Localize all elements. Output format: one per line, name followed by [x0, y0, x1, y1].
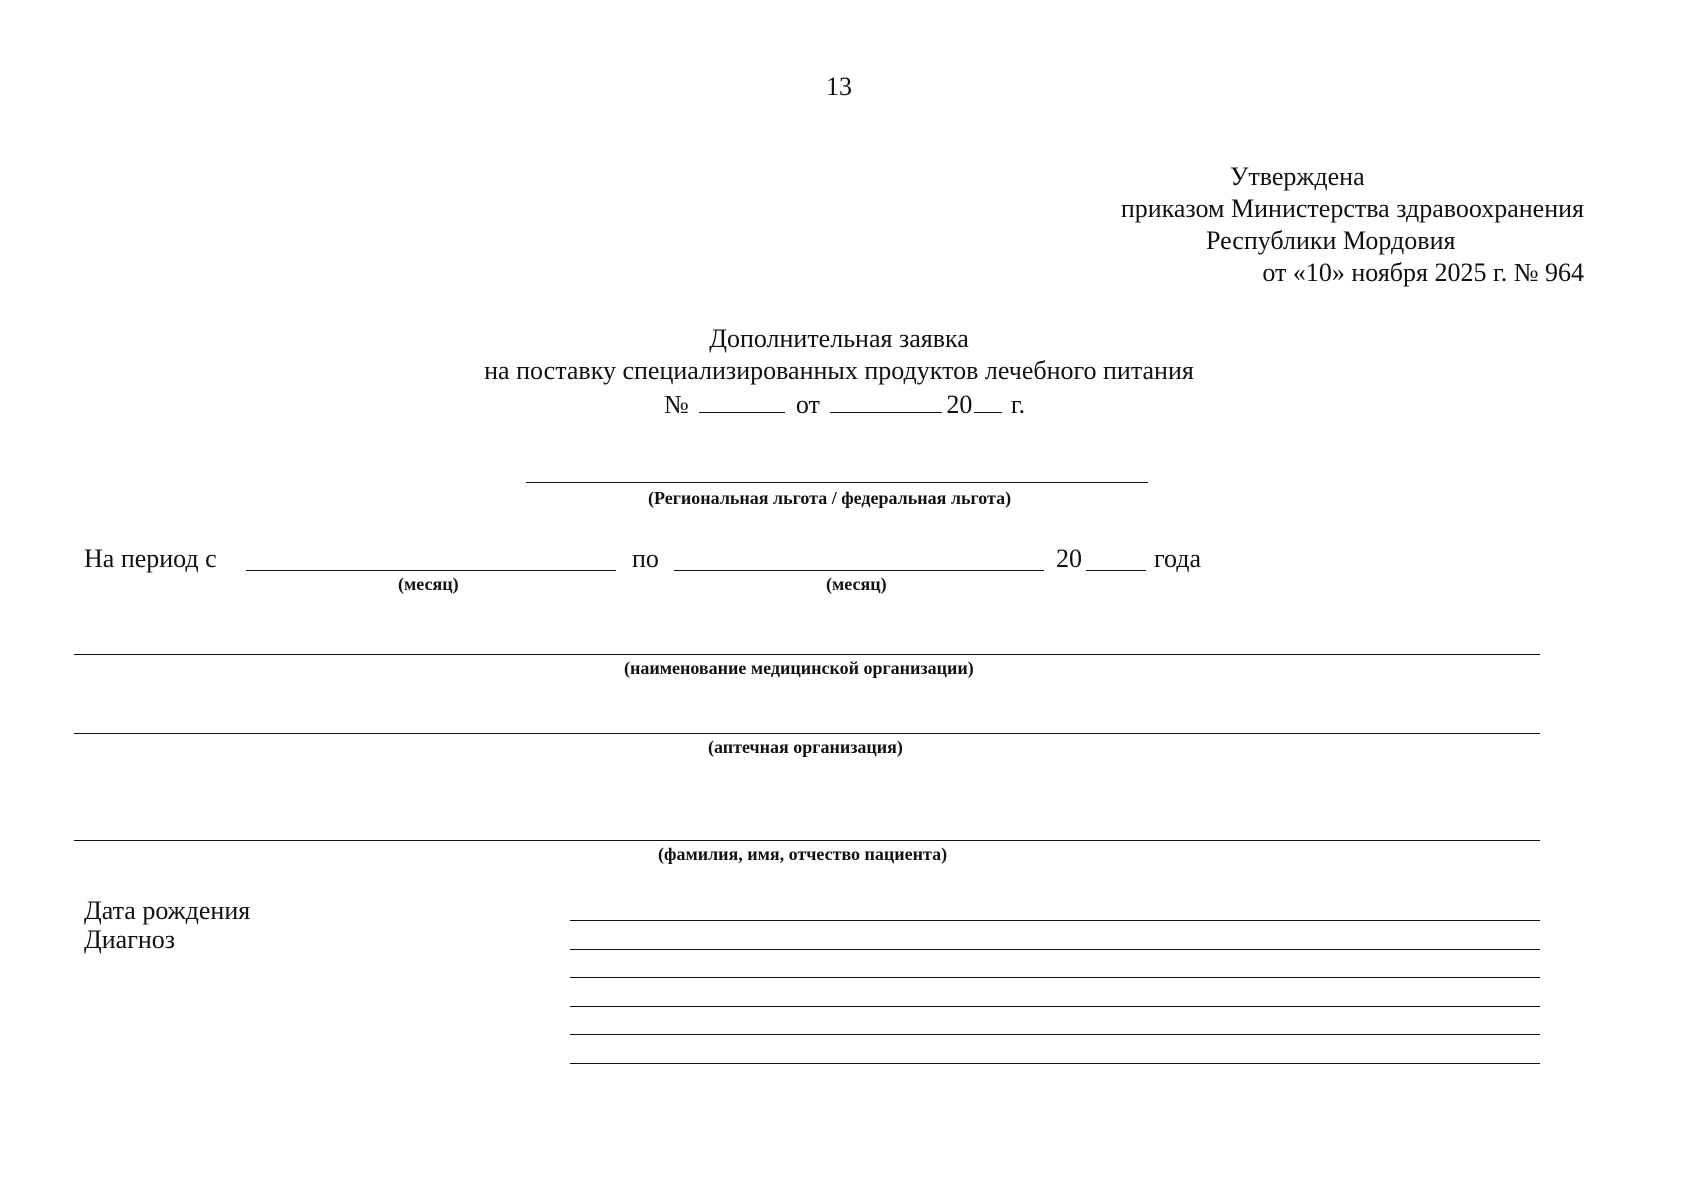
year-blank[interactable] [974, 388, 1002, 413]
pharmacy-org-line[interactable] [74, 733, 1540, 734]
page-number: 13 [826, 72, 852, 101]
month-caption-from: (месяц) [398, 574, 459, 594]
period-year-line[interactable] [1086, 570, 1146, 571]
period-year-prefix: 20 [1056, 544, 1082, 573]
month-caption-to: (месяц) [826, 574, 887, 594]
number-sign: № [664, 390, 689, 419]
period-label: На период с [84, 544, 217, 573]
medical-org-caption: (наименование медицинской организации) [624, 658, 974, 678]
benefit-caption: (Региональная льгота / федеральная льгота) [648, 488, 1012, 508]
date-blank[interactable] [830, 388, 942, 413]
patient-name-line[interactable] [74, 840, 1540, 841]
period-year-word: года [1154, 544, 1202, 573]
diagnosis-line-3[interactable] [570, 1006, 1540, 1007]
title-line-1: Дополнительная заявка [709, 324, 969, 353]
number-blank[interactable] [699, 388, 785, 413]
diagnosis-line-4[interactable] [570, 1034, 1540, 1035]
period-from-line[interactable] [246, 570, 616, 571]
approval-line-2: приказом Министерства здравоохранения [1120, 194, 1584, 223]
title-number-line [664, 388, 1025, 420]
diagnosis-line-2[interactable] [570, 977, 1540, 978]
diagnosis-label: Диагноз [84, 925, 176, 954]
approval-line-1: Утверждена [1230, 162, 1365, 191]
patient-name-caption: (фамилия, имя, отчество пациента) [658, 844, 948, 864]
approval-line-3: Республики Мордовия [1206, 226, 1456, 255]
diagnosis-line-5[interactable] [570, 1063, 1540, 1064]
diagnosis-line-1[interactable] [570, 949, 1540, 950]
pharmacy-org-caption: (аптечная организация) [708, 737, 903, 757]
benefit-line[interactable] [526, 482, 1148, 483]
birth-date-line[interactable] [570, 920, 1540, 921]
from-word: от [795, 390, 820, 419]
medical-org-line[interactable] [74, 654, 1540, 655]
period-to-word: по [632, 544, 659, 573]
title-line-2: на поставку специализированных продуктов лечебного питания [484, 356, 1194, 385]
year-prefix: 20 [946, 390, 973, 419]
year-suffix: г. [1010, 390, 1026, 419]
period-to-line[interactable] [674, 570, 1044, 571]
approval-line-4: от «10» ноября 2025 г. № 964 [1262, 258, 1584, 287]
birth-date-label: Дата рождения [84, 896, 251, 925]
